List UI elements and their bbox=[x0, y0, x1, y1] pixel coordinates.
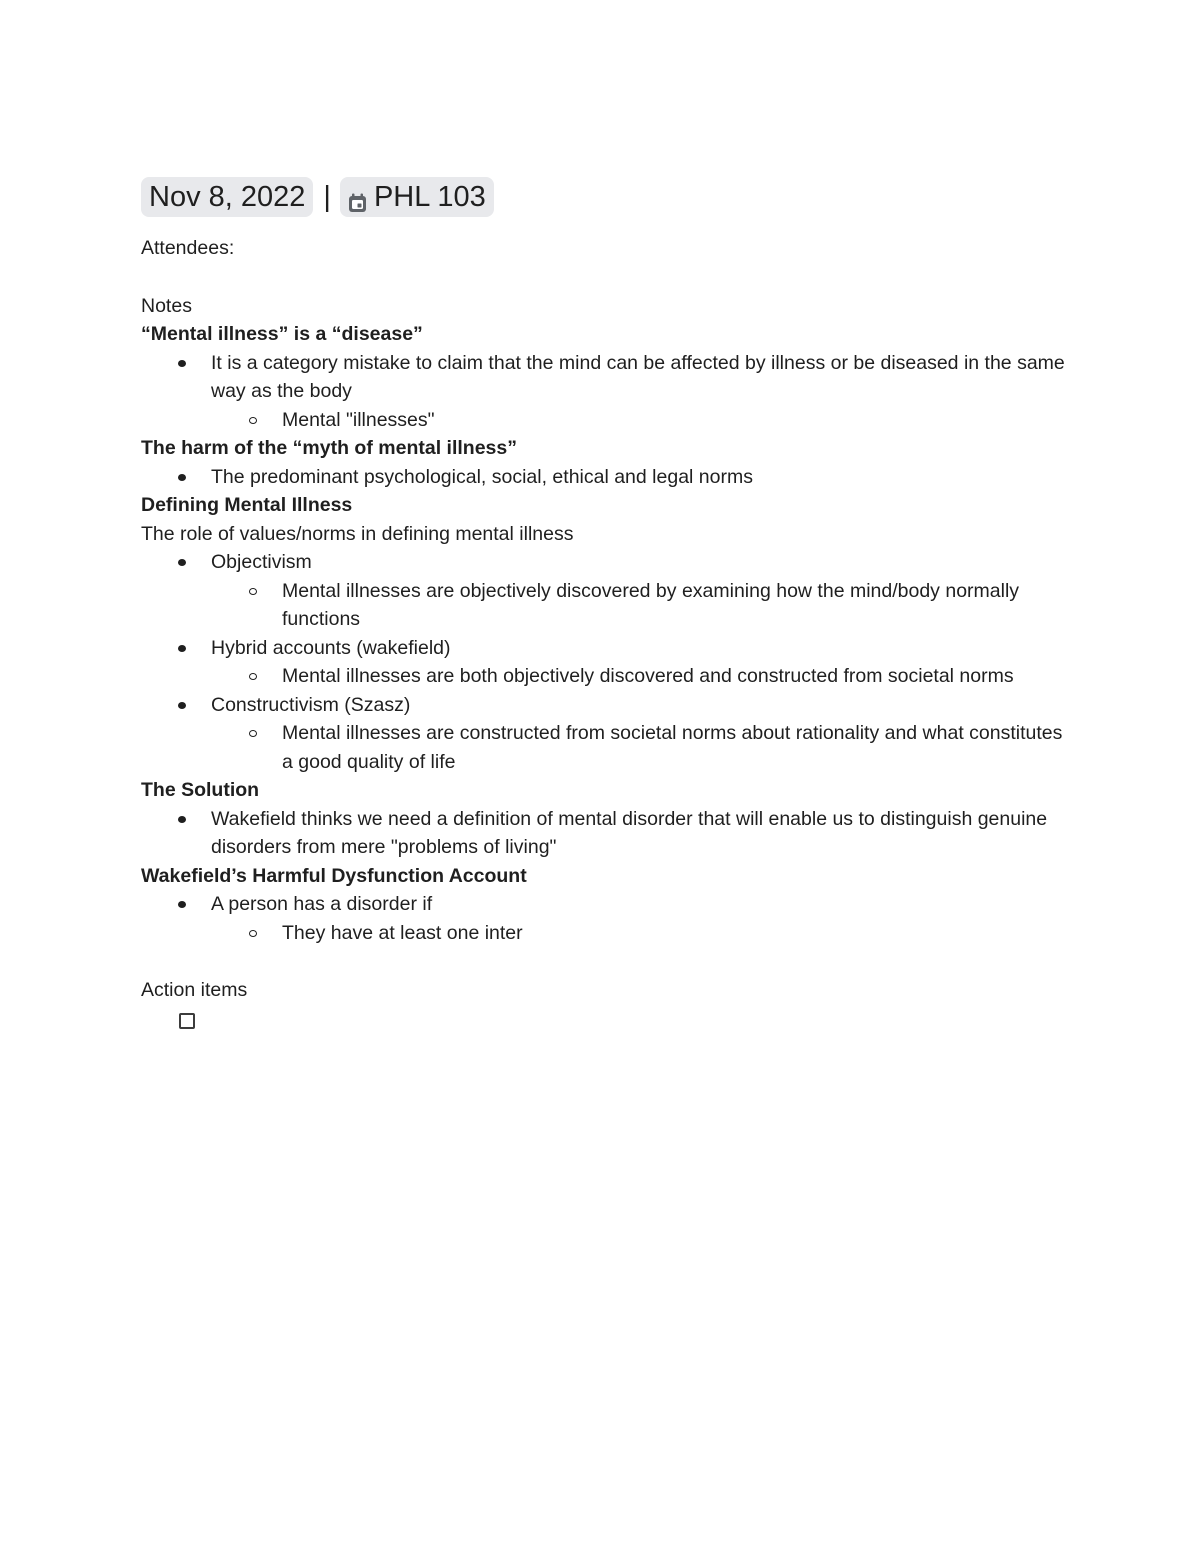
sub-list-item bbox=[211, 406, 1071, 435]
bullet-icon bbox=[178, 360, 186, 367]
bullet-icon bbox=[178, 816, 186, 823]
bullet-icon bbox=[178, 901, 186, 908]
event-chip[interactable] bbox=[340, 177, 494, 217]
section-heading: Wakefield’s Harmful Dysfunction Account bbox=[141, 864, 527, 887]
list-item-text: Wakefield thinks we need a definition of mental disorder that will enable us to distinguish genuine disorders from mere "problems of living" bbox=[211, 807, 1048, 858]
list-item bbox=[141, 691, 1071, 777]
list-item bbox=[141, 349, 1071, 435]
sub-bullet-list bbox=[211, 577, 1071, 634]
bullet-icon bbox=[178, 702, 186, 709]
event-chip-label: PHL 103 bbox=[373, 180, 486, 213]
section-heading: “Mental illness” is a “disease” bbox=[141, 323, 423, 345]
sub-bullet-list bbox=[211, 662, 1071, 691]
list-item-text: The predominant psychological, social, ethical and legal norms bbox=[211, 465, 753, 488]
sub-list-item-text: Mental illnesses are constructed from societal norms about rationality and what constitutes a good quality of life bbox=[282, 722, 1063, 773]
list-item-text: It is a category mistake to claim that the mind can be affected by illness or be diseased in the same way as the body bbox=[211, 351, 1065, 402]
sub-list-item bbox=[211, 919, 1071, 948]
bullet-list bbox=[141, 890, 1071, 947]
list-item-text: Hybrid accounts (wakefield) bbox=[211, 636, 451, 659]
bullet-icon bbox=[178, 645, 186, 652]
section-heading: The Solution bbox=[141, 779, 260, 801]
date-chip-label: Nov 8, 2022 bbox=[149, 180, 306, 213]
sub-list-item-text: Mental illnesses are objectively discovered by examining how the mind/body normally functions bbox=[282, 579, 1020, 630]
sub-bullet-icon bbox=[249, 930, 257, 937]
calendar-icon bbox=[348, 188, 367, 208]
action-item bbox=[141, 1005, 1071, 1035]
list-item-text: A person has a disorder if bbox=[211, 893, 433, 915]
sub-list-item bbox=[211, 577, 1071, 634]
sub-bullet-list bbox=[211, 719, 1071, 776]
sub-bullet-icon bbox=[249, 673, 257, 680]
checkbox[interactable] bbox=[179, 1013, 195, 1029]
sub-bullet-icon bbox=[249, 730, 257, 737]
bullet-list bbox=[141, 548, 1071, 776]
bullet-list bbox=[141, 349, 1071, 435]
sub-list-item-text: Mental "illnesses" bbox=[282, 408, 435, 431]
list-item-text: Objectivism bbox=[211, 551, 312, 573]
meeting-header bbox=[141, 176, 1071, 218]
date-chip[interactable] bbox=[141, 177, 313, 217]
sub-bullet-icon bbox=[249, 417, 257, 424]
bullet-list bbox=[141, 463, 1071, 492]
list-item bbox=[141, 634, 1071, 691]
attendees-label[interactable]: Attendees: bbox=[141, 237, 235, 259]
list-item bbox=[141, 463, 1071, 492]
sub-list-item-text: They have at least one inter bbox=[282, 921, 523, 944]
action-items-label: Action items bbox=[141, 979, 248, 1001]
sub-list-item bbox=[211, 662, 1071, 691]
list-item bbox=[141, 805, 1071, 862]
list-item-text: Constructivism (Szasz) bbox=[211, 693, 411, 716]
section-heading: Defining Mental Illness bbox=[141, 494, 353, 516]
list-item bbox=[141, 548, 1071, 634]
sub-bullet-list bbox=[211, 919, 1071, 948]
sub-bullet-icon bbox=[249, 588, 257, 595]
notes-label: Notes bbox=[141, 294, 192, 317]
section-subtitle: The role of values/norms in defining mental illness bbox=[141, 522, 574, 545]
bullet-list bbox=[141, 805, 1071, 862]
sub-list-item bbox=[211, 719, 1071, 776]
bullet-icon bbox=[178, 474, 186, 481]
document-page bbox=[141, 176, 1071, 1035]
section-heading: The harm of the “myth of mental illness” bbox=[141, 437, 517, 459]
bullet-icon bbox=[178, 559, 186, 566]
sub-list-item-text: Mental illnesses are both objectively discovered and constructed from societal norms bbox=[282, 665, 1014, 687]
list-item bbox=[141, 890, 1071, 947]
sub-bullet-list bbox=[211, 406, 1071, 435]
header-separator: | bbox=[323, 180, 331, 213]
